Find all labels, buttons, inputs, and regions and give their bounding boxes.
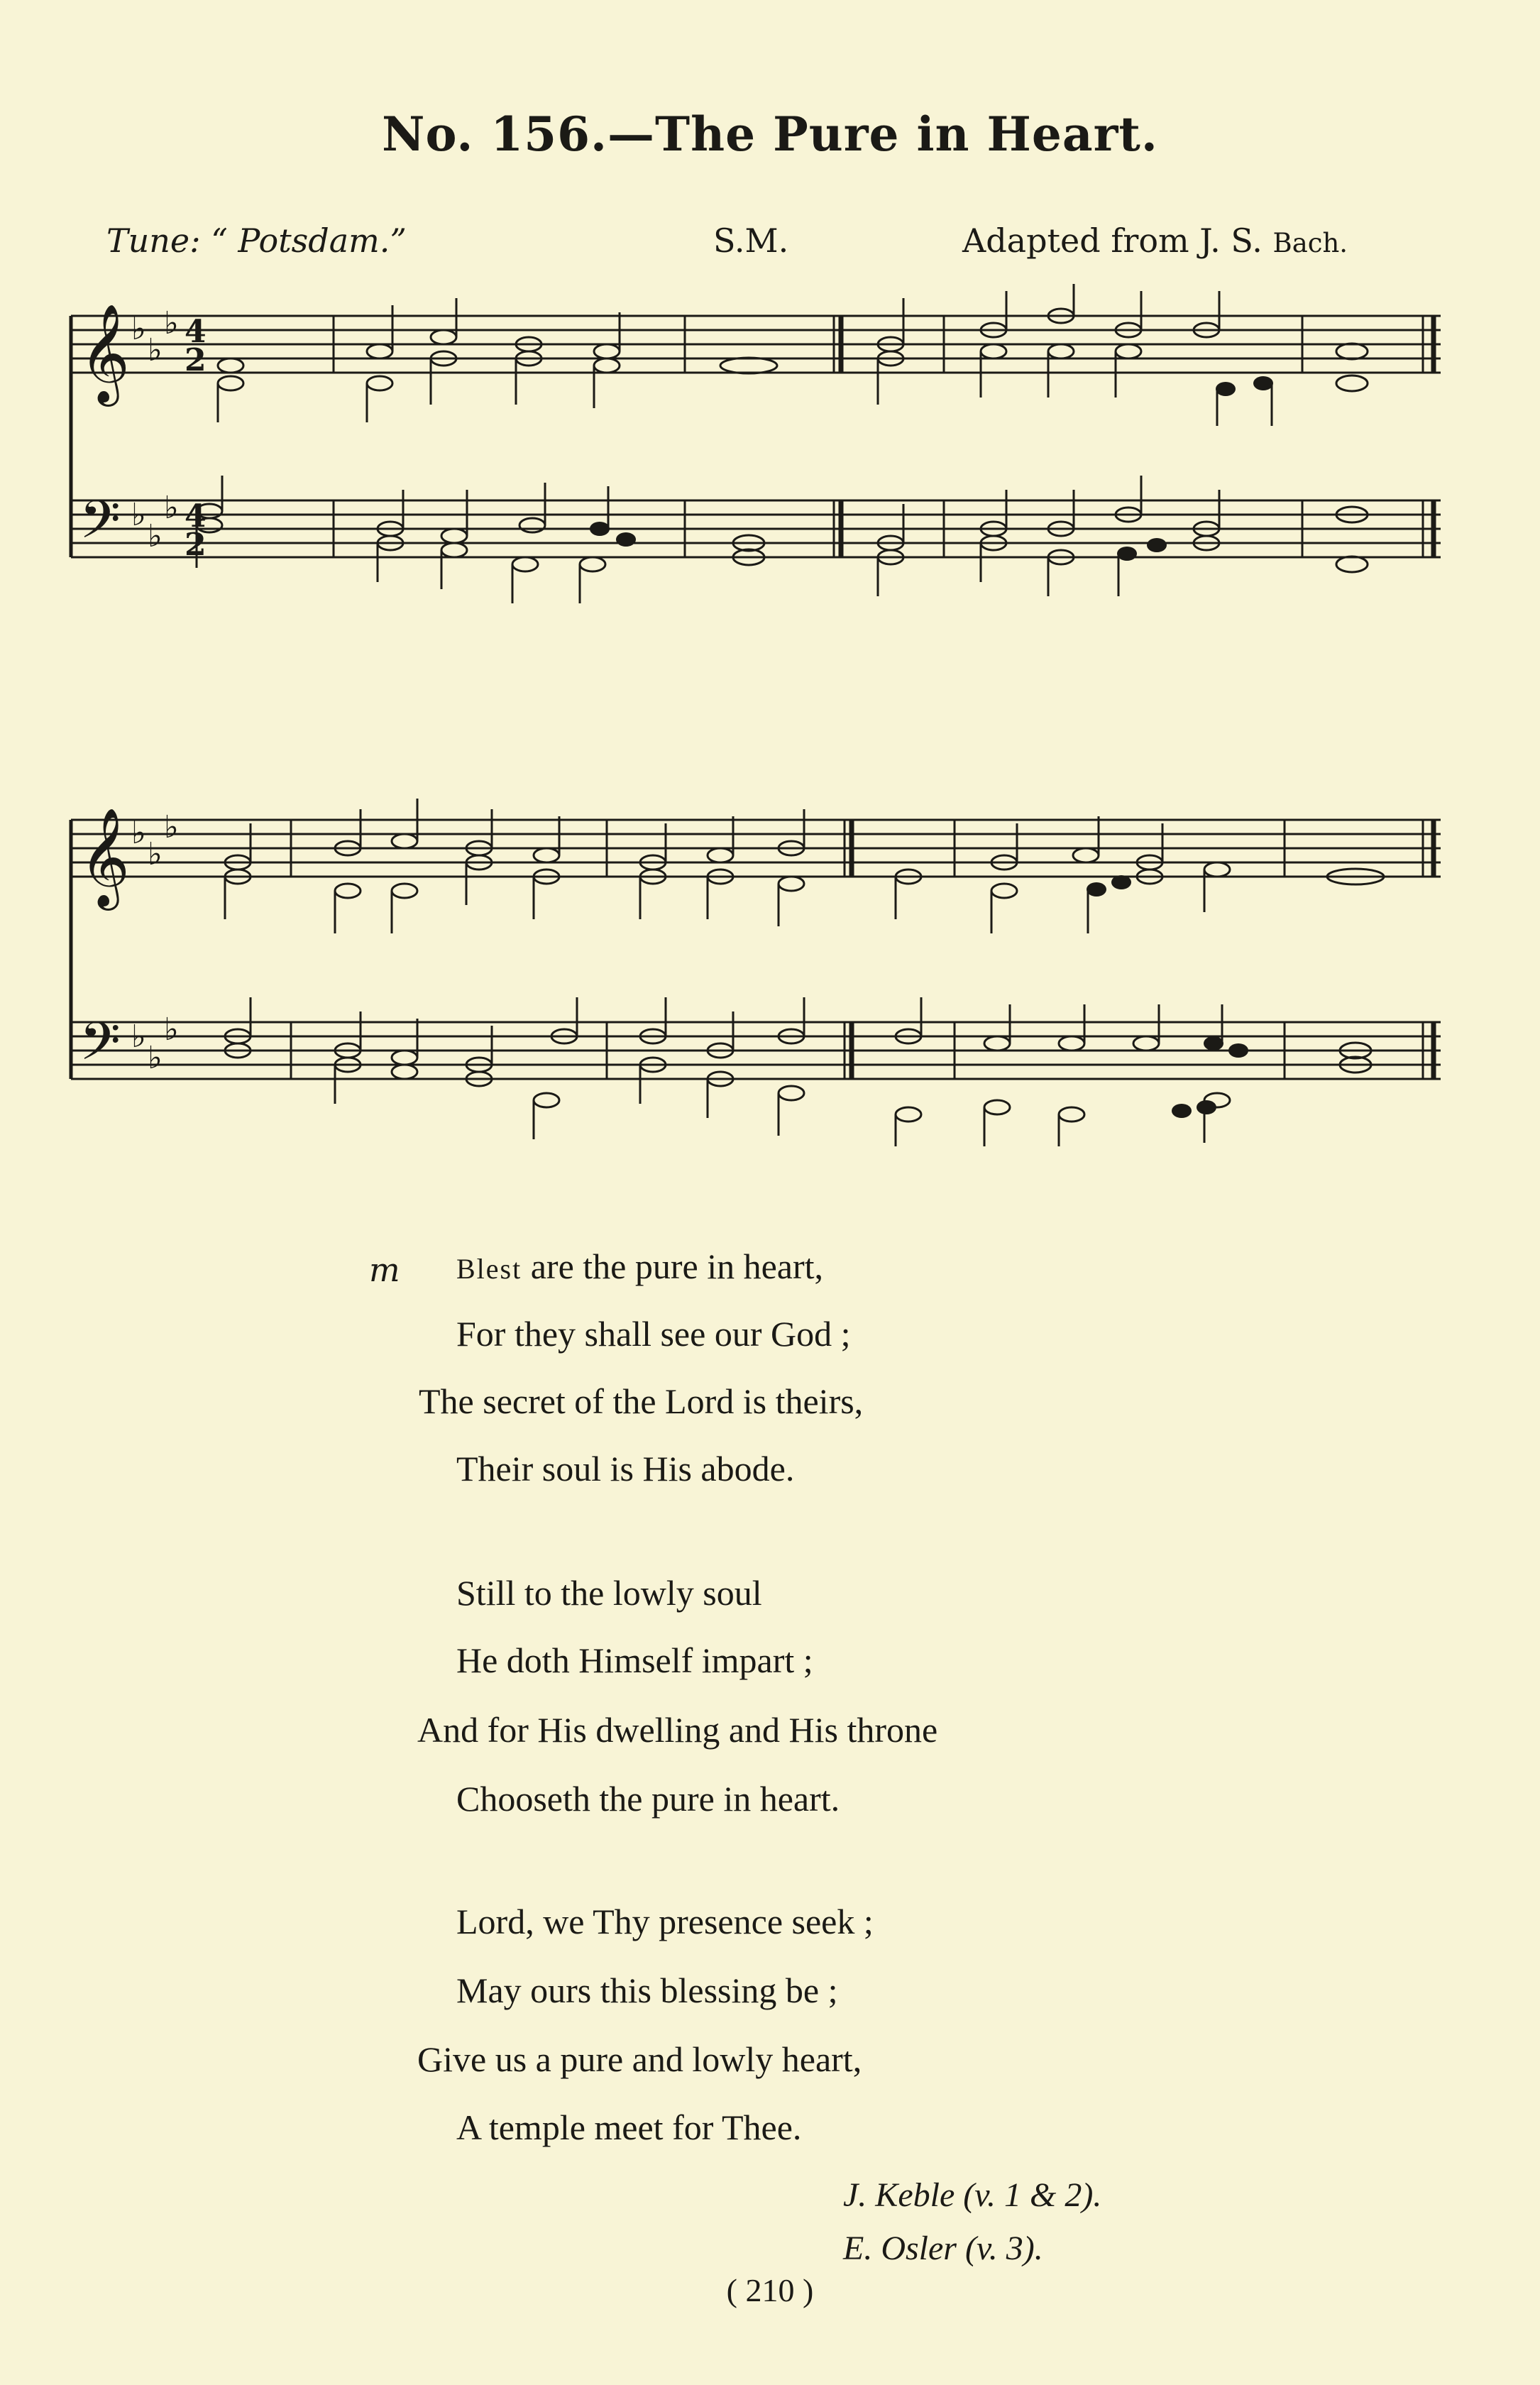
composer-credit: [962, 221, 1348, 260]
treble-staff: [71, 820, 1441, 877]
svg-text:4: 4: [185, 314, 207, 350]
attribution-keble: J. Keble (v. 1 & 2).: [843, 2176, 1102, 2214]
svg-text:♭: ♭: [148, 332, 163, 368]
treble-staff: [71, 316, 1441, 373]
svg-text:2: 2: [185, 527, 207, 563]
verse-3-line-2: May ours this blessing be ;: [456, 1970, 838, 2010]
composer-prefix: Adapted from J. S.: [962, 221, 1263, 260]
key-signature-flats: [131, 305, 179, 554]
tune-label: Tune:: [106, 221, 201, 260]
dynamic-marking: m: [369, 1251, 400, 1289]
verse-1-line-1-rest: are the pure in heart,: [522, 1246, 824, 1286]
score-system-1: [64, 284, 1448, 639]
time-signature: [185, 314, 207, 563]
meter: S.M.: [713, 221, 789, 260]
svg-text:♭: ♭: [164, 305, 179, 341]
page-number: ( 210 ): [726, 2272, 814, 2308]
filled-notes-1: [590, 376, 1273, 561]
bass-staff: [71, 500, 1441, 557]
svg-text:♭: ♭: [148, 518, 163, 554]
svg-text:♭: ♭: [131, 815, 146, 851]
verse-1-line-3: The secret of the Lord is theirs,: [419, 1381, 864, 1421]
verse-2-line-2: He doth Himself impart ;: [456, 1640, 813, 1680]
music-system-2: [64, 791, 1448, 1146]
verse-1-line-4: Their soul is His abode.: [456, 1449, 795, 1488]
svg-text:4: 4: [185, 498, 207, 534]
svg-text:2: 2: [185, 342, 207, 378]
verse-3-line-1: Lord, we Thy presence seek ;: [456, 1902, 874, 1941]
hymn-title: No. 156.—The Pure in Heart.: [382, 106, 1158, 162]
svg-text:♭: ♭: [131, 497, 146, 533]
stems-2: [225, 799, 1222, 1146]
svg-text:♭: ♭: [148, 1040, 163, 1076]
svg-text:♭: ♭: [164, 1011, 179, 1048]
svg-text:♭: ♭: [164, 809, 179, 845]
tune-line: [106, 221, 407, 260]
tune-name: “ Potsdam.”: [211, 221, 407, 260]
notes-system-1: [197, 309, 1368, 572]
treble-clef-icon: 𝄞: [79, 304, 130, 402]
score-system-2: [64, 791, 1448, 1146]
barlines: [291, 820, 1434, 1079]
verse-2-line-4: Chooseth the pure in heart.: [456, 1779, 840, 1819]
svg-text:♭: ♭: [131, 311, 146, 347]
svg-text:♭: ♭: [148, 836, 163, 872]
bass-clef-icon: 𝄢: [79, 1011, 121, 1085]
filled-notes-2: [1087, 875, 1248, 1118]
treble-clef-icon: 𝄞: [79, 808, 130, 906]
bass-clef-icon: 𝄢: [79, 489, 121, 564]
verse-2-line-3: And for His dwelling and His throne: [417, 1710, 938, 1750]
svg-text:♭: ♭: [164, 490, 179, 526]
verse-3-line-4: A temple meet for Thee.: [456, 2107, 802, 2147]
attribution-osler: E. Osler (v. 3).: [843, 2230, 1043, 2267]
verse-1-first-word: Blest: [456, 1253, 522, 1285]
verse-3-line-3: Give us a pure and lowly heart,: [417, 2039, 862, 2079]
music-system-1: [64, 284, 1448, 639]
composer-name: Bach.: [1272, 228, 1348, 258]
verse-2-line-1: Still to the lowly soul: [456, 1573, 762, 1613]
verse-1-line-1: [456, 1246, 823, 1287]
verse-1-line-2: For they shall see our God ;: [456, 1314, 851, 1354]
svg-text:♭: ♭: [131, 1019, 146, 1055]
